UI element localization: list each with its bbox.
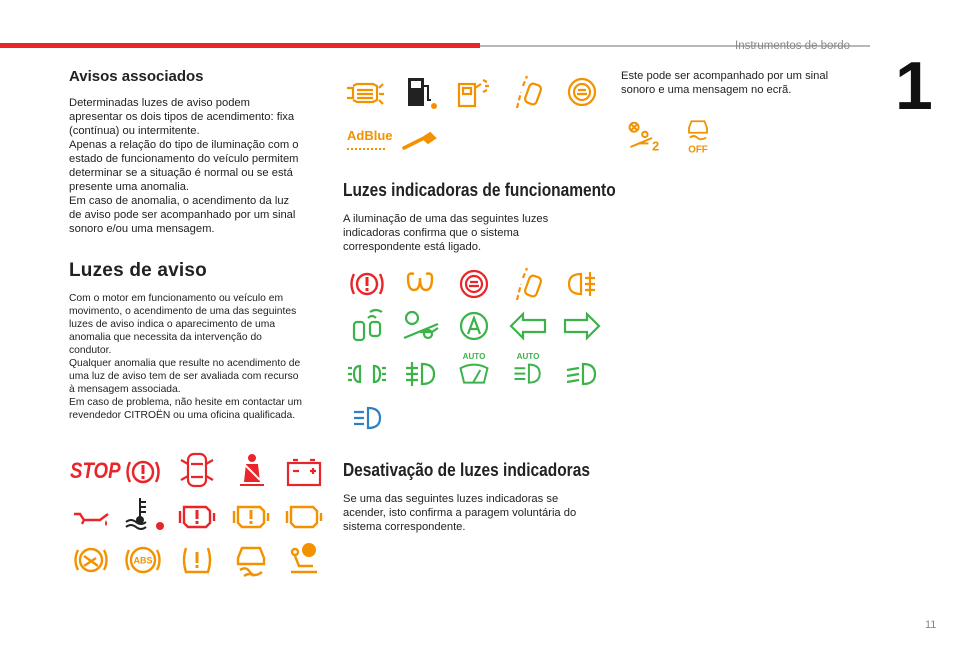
autonomous-driving-off-icon — [623, 120, 665, 156]
indicadoras-title: Luzes indicadoras de funcionamento — [343, 180, 616, 200]
auto-lights-icon — [507, 352, 549, 388]
glow-plugs-icon — [400, 266, 442, 302]
blind-spot-icon — [346, 308, 388, 344]
parking-brake-icon — [453, 266, 495, 302]
speed-limiter-icon — [400, 308, 442, 344]
svg-text:OFF: OFF — [688, 144, 708, 156]
indicadoras-body: A iluminação de uma das seguintes luzes indicadoras confirma que o sistema correspondente está ligado. — [343, 213, 549, 253]
chapter-number: 1 — [895, 48, 933, 124]
header-red-bar — [0, 43, 480, 48]
turn-left-icon — [507, 308, 549, 344]
adblue-wave — [347, 144, 385, 150]
low-fuel-icon — [398, 74, 440, 110]
brake-assist-icon — [561, 74, 603, 110]
stability-control-off-icon — [677, 118, 719, 154]
avisos-associados-title: Avisos associados — [69, 68, 204, 85]
svg-text:2: 2 — [652, 139, 660, 154]
door-open-icon — [176, 452, 218, 488]
service-wrench-icon — [398, 124, 440, 160]
luzes-aviso-title: Luzes de aviso — [69, 260, 207, 281]
brake-pad-wear-icon — [70, 542, 112, 578]
fuel-nozzle-icon — [453, 74, 495, 110]
rear-fog-light-icon — [561, 266, 603, 302]
engine-fault-red-icon — [176, 497, 218, 533]
warning-circle-red-icon — [346, 266, 388, 302]
auto-wipers-icon — [453, 352, 495, 388]
tyre-pressure-icon — [176, 542, 218, 578]
section-header: Instrumentos de bordo — [735, 40, 851, 52]
stop-icon: STOP — [70, 458, 121, 483]
engine-check-icon — [283, 497, 325, 533]
particle-filter-icon — [343, 74, 385, 110]
svg-text:AUTO: AUTO — [516, 352, 540, 362]
desativacao-title: Desativação de luzes indicadoras — [343, 460, 590, 480]
sidelights-icon — [346, 356, 388, 392]
page-number: 11 — [925, 619, 937, 631]
dipped-beam-icon — [561, 356, 603, 392]
engine-fault-orange-icon — [230, 497, 272, 533]
svg-text:ABS: ABS — [133, 555, 153, 566]
luzes-aviso-body: Com o motor em funcionamento ou veículo em movimento, o acendimento de uma das seguintes luzes de aviso indica o aparecimento de uma anomalia que necessita da intervenção do condutor. Qualquer anomalia que resulte no acendimento de uma luz de aviso tem de ser avaliada com recurso à mensagem associada. Em caso de problema, não hesite em contactar um revendedor CITROËN ou uma oficina qualificada. — [69, 293, 302, 421]
seatbelt-icon — [230, 452, 272, 488]
battery-icon — [283, 454, 325, 490]
auto-hold-icon — [453, 308, 495, 344]
avisos-associados-body: Determinadas luzes de aviso podem apresentar os dois tipos de acendimento: fixa (contínua) ou intermitente. Apenas a relação do tipo de iluminação com o estado de funcionamento do veículo permitem determinar se a situação é normal ou se está presente uma anomalia. Em caso de anomalia, o acendimento da luz de aviso pode ser acompanhado por um sinal sonoro e/ou uma mensagem. — [69, 97, 299, 235]
oil-pressure-icon — [70, 500, 112, 536]
main-beam-icon — [346, 400, 388, 436]
warning-circle-icon — [122, 454, 164, 490]
front-fog-light-icon — [400, 356, 442, 392]
airbag-icon — [283, 542, 325, 578]
turn-right-icon — [561, 308, 603, 344]
svg-text:AUTO: AUTO — [462, 352, 486, 362]
lane-departure-icon — [507, 74, 549, 110]
adblue-icon: AdBlue — [347, 128, 393, 143]
lane-keep-icon — [507, 266, 549, 302]
stability-control-icon — [230, 542, 272, 578]
desativacao-body: Se uma das seguintes luzes indicadoras se acender, isto confirma a paragem voluntária do sistema correspondente. — [343, 493, 577, 533]
coolant-temperature-icon — [122, 496, 164, 532]
right-column-body: Este pode ser acompanhado por um sinal sonoro e uma mensagem no ecrã. — [621, 70, 829, 96]
abs-icon — [122, 542, 164, 578]
